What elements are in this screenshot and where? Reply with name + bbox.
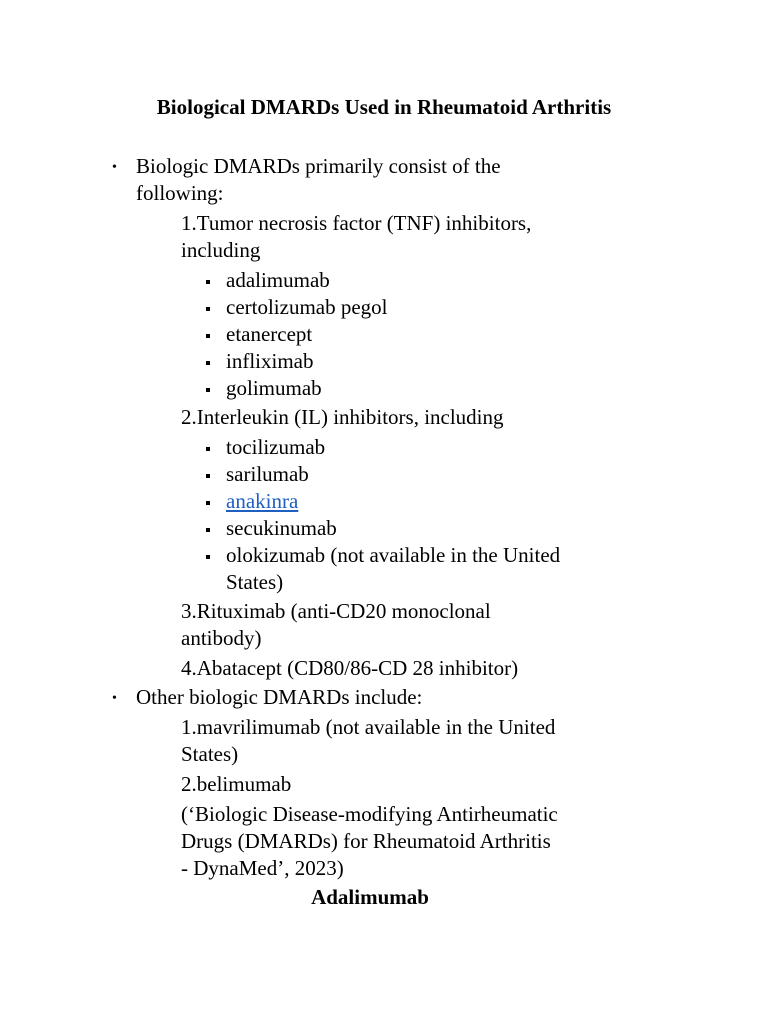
mavrilimumab-line2: States) [181,742,239,766]
square-bullet [206,388,210,392]
bullet-dot: • [112,691,117,706]
section-heading-adalimumab: Adalimumab [311,885,429,909]
square-bullet [206,334,210,338]
citation-line2: Drugs (DMARDs) for Rheumatoid Arthritis [181,829,551,853]
square-bullet [206,501,210,505]
square-bullet [206,474,210,478]
belimumab-line: 2.belimumab [181,772,292,796]
mavrilimumab-line1: 1.mavrilimumab (not available in the United [181,715,556,739]
square-bullet [206,280,210,284]
rituximab-line2: antibody) [181,626,262,650]
tnf-heading-line1: 1.Tumor necrosis factor (TNF) inhibitors, [181,211,532,235]
bullet-1-text-line2: following: [136,181,224,205]
list-item-line2: States) [226,570,284,594]
list-item: certolizumab pegol [226,295,388,319]
list-item: secukinumab [226,516,337,540]
abatacept-line: 4.Abatacept (CD80/86-CD 28 inhibitor) [181,656,519,680]
square-bullet [206,307,210,311]
list-item: sarilumab [226,462,309,486]
list-item: infliximab [226,349,314,373]
square-bullet [206,361,210,365]
bullet-1-text-line1: Biologic DMARDs primarily consist of the [136,154,501,178]
list-item-line1: olokizumab (not available in the United [226,543,561,567]
citation-line3: - DynaMed’, 2023) [181,856,344,880]
rituximab-line1: 3.Rituximab (anti-CD20 monoclonal [181,599,491,623]
list-item: golimumab [226,376,322,400]
anakinra-link[interactable]: anakinra [226,489,299,513]
list-item: etanercept [226,322,313,346]
square-bullet [206,528,210,532]
list-item: tocilizumab [226,435,326,459]
list-item: adalimumab [226,268,330,292]
bullet-dot: • [112,160,117,175]
citation-line1: (‘Biologic Disease-modifying Antirheumatic [181,802,558,826]
il-heading: 2.Interleukin (IL) inhibitors, including [181,405,504,429]
document-title: Biological DMARDs Used in Rheumatoid Arthritis [156,95,612,119]
tnf-heading-line2: including [181,238,261,262]
bullet-2-text: Other biologic DMARDs include: [136,685,423,709]
square-bullet [206,555,210,559]
square-bullet [206,447,210,451]
